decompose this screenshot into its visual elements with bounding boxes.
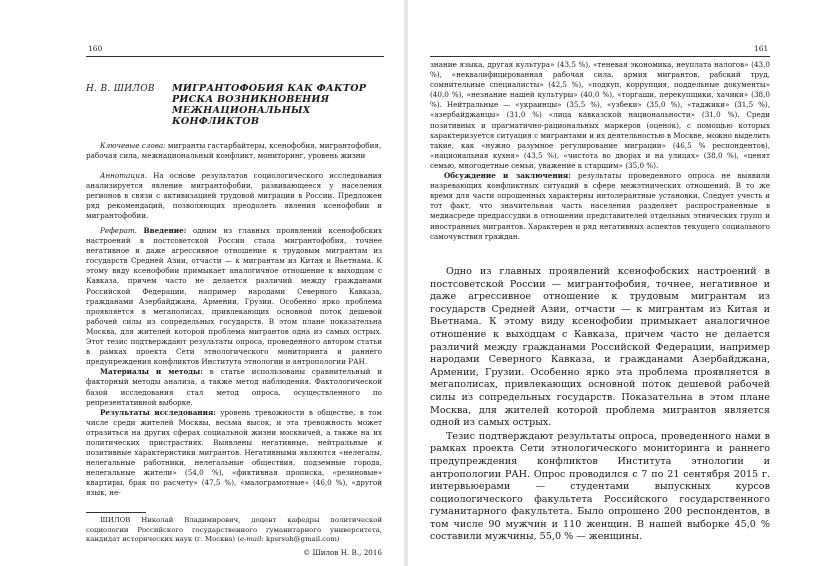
article-title: МИГРАНТОФОБИЯ КАК ФАКТОР РИСКА ВОЗНИКНОВЕНИЯ МЕЖНАЦИОНАЛЬНЫХ КОНФЛИКТОВ: [172, 83, 367, 127]
intro-label: Введение:: [143, 226, 187, 235]
results-continuation: знание языка, другая культура» (43,5 %), «теневая экономика, неуплата налогов» (43,0 %), «неквалифицированная рабочая сила, армия мигрантов, рабский труд, сомнительные специалисты» (42,5 %), «подкуп, коррупция, поддельные документы» (40,0 %), «незнание нашей культуры» (40,0 %), «торгаши, перекупщики, хачики» (38,0 %). Нейтральные — «украинцы» (35,5 %), «узбеки» (35,0 %), «таджики» (31,5 %), «азербайджанцы» (31,0 %) «лица кавказской национальности» (31,0 %). Среди позитивных и прагматично-рациональных маркеров (оценок), с помощью которых характеризуется ситуация с мигрантами и их деятельностью в Москве, можно выделить такие, как «нужно разумное регулирование миграции» (46,5 % респондентов), «национальная кухня» (43,5 %), «чистота во дворах и на улицах» (38,0 %), «ценят семью, многодетные семьи, уважение к старшим» (35,0 %).: [430, 60, 770, 170]
results-label: Результаты исследования:: [100, 407, 216, 417]
summary-label: Реферат.: [100, 226, 137, 235]
main-paragraph-2: Тезис подтверждают результаты опроса, проведенного нами в рамках проекта Сети этнологического мониторинга и раннего предупреждения конфликтов Института этнологии и антропологии РАН. Опрос проводился с 7 по 21 сентября 2015 г. интервьюерами — студентами выпускных курсов социологического факультета Российского государственного гуманитарного факультета. Было опрошено 200 респондентов, в том числе 90 мужчин и 110 женщин. В нашей выборке 45,0 % составили мужчины, 55,0 % — женщины.: [430, 430, 770, 543]
abstract: [86, 171, 382, 221]
right-page: [408, 0, 820, 566]
footnote-rule: [86, 512, 146, 513]
copyright: © Шилов Н. В., 2016: [303, 548, 382, 557]
summary: [86, 226, 382, 499]
summary-discussion: [430, 171, 770, 242]
footnote-text: ШИЛОВ Николай Владимирович, доцент кафедры политической социологии Российского государственного гуманитарного университета, кандидат исторических наук (г. Москва): [86, 516, 382, 543]
results-text: уровень тревожности в обществе, в том числе среди жителей Москвы, весьма высок, и эта тревожность может отразиться на других сферах социальной жизни москвичей, а также на их политических пристрастиях. Выявлены негативные, нейтральные и позитивные характеристики мигрантов. Негативными являются «нелегалы, нелегальные работники, нелегальные обществия, подземные города, нелегальные жители» (54,0 %), «фиктивная прописка, «резиновые» квартиры, брак по расчету» (47,5 %), «малограмотные» (46,0 %), «другой язык, не-: [86, 407, 382, 498]
header-rule-left: [86, 56, 384, 57]
author-footnote: ШИЛОВ Николай Владимирович, доцент кафедры политической социологии Российского государственного гуманитарного университета, кандидат исторических наук (г. Москва) (e-mail: kpsrsuh@gmail.com): [86, 516, 382, 543]
keywords-label: Ключевые слова:: [100, 141, 166, 150]
discussion-label: Обсуждение и заключения:: [444, 171, 571, 181]
summary-methods: [86, 367, 382, 407]
methods-label: Материалы и методы:: [100, 367, 203, 377]
main-paragraph-1: Одно из главных проявлений ксенофобских настроений в постсоветской России — мигрантофобия, точнее, негативное и даже агрессивное отношение к трудовым мигрантам из государств Средней Азии, отчасти — к мигрантам из Китая и Вьетнама. К этому виду ксенофобии примыкает аналогичное отношение к выходцам с Кавказа, причем часто не делается различий между гражданами Российской Федерации, например народами Северного Кавказа, и гражданами Азербайджана, Армении, Грузии. Особенно ярко эта проблема проявляется в мегаполисах, привлекающих основной поток дешевой рабочей силы из сопредельных государств. Показательна в этом плане Москва, для жителей которой проблема мигрантов является одной из самых острых.: [430, 266, 770, 429]
page-number-right: 161: [754, 44, 769, 53]
main-text: [430, 266, 770, 544]
discussion-text: результаты проведенного опроса не выявили назревающих конфликтных ситуаций в сфере межэтнических отношений. В то же время для части опрошенных характерны интолерантные установки. Следует учесть и тот факт, что значительная часть населения разделяет распространенные в медиасреде предрассудки в отношении представителей отдельных этнических групп и иностранных мигрантов. Характерен и ряд негативных аспектов текущего социального самочувствия граждан.: [430, 171, 770, 241]
keywords: [86, 141, 382, 161]
summary-intro: [86, 226, 382, 367]
footnote-email[interactable]: kpsrsuh@gmail.com: [265, 535, 337, 543]
left-page: [0, 0, 404, 566]
author-name: Н. В. ШИЛОВ: [86, 84, 155, 94]
page-number-left: 160: [88, 44, 103, 53]
methods-text: в статье использованы сравнительный и факторный методы анализа, а также метод наблюдения. Фактологической базой исследования стал метод опроса, осуществленного по репрезентативной выборке.: [86, 367, 382, 407]
abstract-label: Аннотация.: [100, 171, 148, 180]
summary-results: [86, 408, 382, 499]
header-rule-right: [430, 56, 770, 57]
keywords-text: мигранты гастарбайтеры, ксенофобия, мигрантофобия, рабочая сила, межнациональный конфликт, мониторинг, уровень жизни: [86, 141, 382, 160]
summary-continued: [430, 60, 770, 242]
intro-text: одним из главных проявлений ксенофобских настроений в постсоветской России стала мигрантофобия, точнее негативное и даже агрессивное отношение к трудовым мигрантам из государств Средней Азии, отчасти — к мигрантам из Китая и Вьетнама. К этому виду ксенофобии примыкает аналогичное отношение к выходцам с Кавказа, причем часто не делается различий между гражданами Российской Федерации, например народами Северного Кавказа, гражданами Азербайджана, Армении, Грузии. Особенно ярко проблема проявляется в мегаполисах, привлекающих основной поток дешевой рабочей силы из сопредельных государств. В этом плане показательна Москва, для жителей которой проблема мигрантов одна из самых острых. Этот тезис подтверждают результаты опроса, проведенного автором статьи в рамках проекта Сети этнологического мониторинга и раннего предупреждения конфликтов Института этнологии и антропологии РАН.: [86, 226, 382, 367]
footnote-email-label: e-mail:: [239, 535, 264, 543]
abstract-text: На основе результатов социологического исследования анализируется явление мигрантофобии, развивающееся у населения регионов в связи с активизацией трудовой миграции в России. Предложен ряд рекомендаций, позволяющих преодолеть явления ксенофобии и мигрантофобии.: [86, 171, 382, 220]
